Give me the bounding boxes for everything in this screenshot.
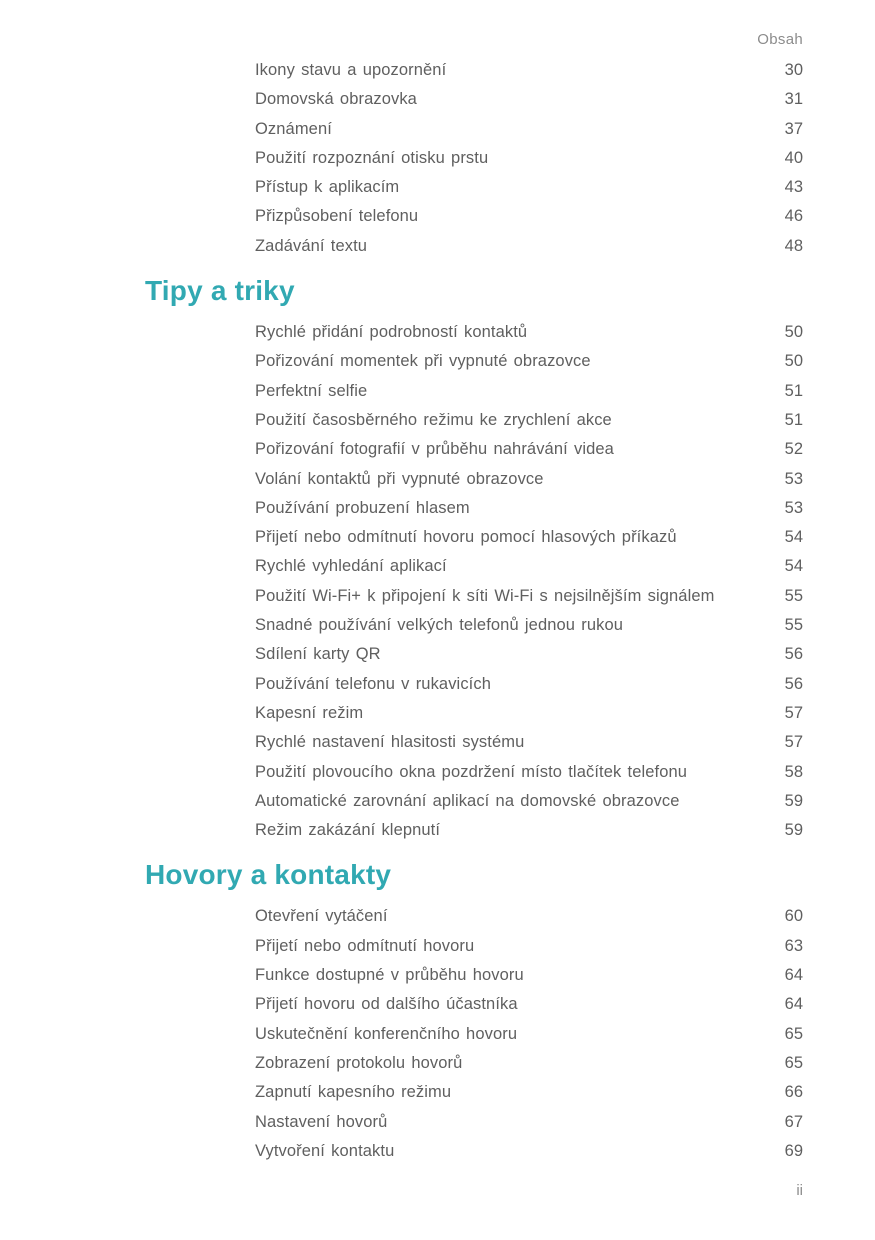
toc-entry-page: 51 <box>784 381 803 400</box>
toc-entry-title: Kapesní režim <box>255 703 364 722</box>
toc-rows <box>145 56 803 261</box>
toc-entry-title: Zapnutí kapesního režimu <box>255 1083 452 1102</box>
toc-entry-page: 46 <box>784 207 803 226</box>
toc-entry-page: 67 <box>784 1112 803 1131</box>
page-number-folio: ii <box>796 1182 803 1199</box>
toc-entry[interactable] <box>255 758 803 787</box>
toc-entry-page: 59 <box>784 821 803 840</box>
toc-entry[interactable] <box>255 173 803 202</box>
toc-entry-page: 50 <box>784 323 803 342</box>
toc-entry-page: 53 <box>784 498 803 517</box>
toc-entry[interactable] <box>255 816 803 845</box>
toc-entry[interactable] <box>255 144 803 173</box>
toc-entry[interactable] <box>255 347 803 376</box>
toc-entry-title: Přijetí nebo odmítnutí hovoru pomocí hlasových příkazů <box>255 528 677 547</box>
toc-entry-title: Používání telefonu v rukavicích <box>255 674 491 693</box>
toc-entry-page: 40 <box>784 148 803 167</box>
toc-entry-title: Vytvoření kontaktu <box>255 1141 395 1160</box>
toc-entry[interactable] <box>255 377 803 406</box>
toc-entry-page: 55 <box>784 586 803 605</box>
toc-entry-title: Nastavení hovorů <box>255 1112 388 1131</box>
toc-entry-page: 53 <box>784 469 803 488</box>
toc-entry-title: Zobrazení protokolu hovorů <box>255 1053 463 1072</box>
toc-entry-page: 56 <box>784 674 803 693</box>
toc-entry-page: 37 <box>784 119 803 138</box>
toc-entry-title: Používání probuzení hlasem <box>255 498 470 517</box>
toc-entry-page: 56 <box>784 645 803 664</box>
toc-section <box>145 56 803 261</box>
toc-entry-title: Otevření vytáčení <box>255 907 388 926</box>
toc-entry-title: Volání kontaktů při vypnuté obrazovce <box>255 469 544 488</box>
toc-entry-page: 64 <box>784 995 803 1014</box>
toc-entry-page: 55 <box>784 616 803 635</box>
toc-entry-title: Použití rozpoznání otisku prstu <box>255 148 489 167</box>
toc-entry-page: 48 <box>784 236 803 255</box>
toc-section <box>145 276 803 845</box>
toc-entry[interactable] <box>255 232 803 261</box>
toc-entry-title: Přizpůsobení telefonu <box>255 207 419 226</box>
toc-section <box>145 860 803 1166</box>
toc-entry-title: Rychlé přidání podrobností kontaktů <box>255 323 528 342</box>
toc-entry-page: 65 <box>784 1053 803 1072</box>
toc-entry-page: 31 <box>784 90 803 109</box>
toc-entry-title: Domovská obrazovka <box>255 90 417 109</box>
toc-entry-page: 58 <box>784 762 803 781</box>
toc-entry[interactable] <box>255 611 803 640</box>
toc-entry[interactable] <box>255 202 803 231</box>
toc-entry[interactable] <box>255 115 803 144</box>
toc-entry-title: Sdílení karty QR <box>255 645 381 664</box>
toc-entry[interactable] <box>255 670 803 699</box>
toc-entry-page: 63 <box>784 936 803 955</box>
toc-entry-title: Použití plovoucího okna pozdržení místo tlačítek telefonu <box>255 762 688 781</box>
toc-entry[interactable] <box>255 932 803 961</box>
toc-entry[interactable] <box>255 961 803 990</box>
toc-entry[interactable] <box>255 1137 803 1166</box>
toc-entry-page: 64 <box>784 966 803 985</box>
toc-rows <box>145 902 803 1166</box>
toc-entry[interactable] <box>255 85 803 114</box>
toc-entry[interactable] <box>255 406 803 435</box>
toc-entry[interactable] <box>255 1078 803 1107</box>
toc <box>145 56 803 1166</box>
toc-section-heading: Tipy a triky <box>145 275 295 307</box>
toc-entry-title: Uskutečnění konferenčního hovoru <box>255 1024 518 1043</box>
toc-entry[interactable] <box>255 902 803 931</box>
toc-entry[interactable] <box>255 56 803 85</box>
toc-entry-title: Perfektní selfie <box>255 381 368 400</box>
toc-entry-page: 50 <box>784 352 803 371</box>
toc-section-heading: Hovory a kontakty <box>145 859 392 891</box>
toc-entry[interactable] <box>255 523 803 552</box>
running-header: Obsah <box>757 31 803 48</box>
toc-entry-title: Pořizování momentek při vypnuté obrazovce <box>255 352 591 371</box>
toc-entry-page: 54 <box>784 557 803 576</box>
toc-entry-title: Přijetí nebo odmítnutí hovoru <box>255 936 475 955</box>
toc-entry-page: 59 <box>784 791 803 810</box>
toc-entry[interactable] <box>255 1049 803 1078</box>
toc-entry-title: Oznámení <box>255 119 332 138</box>
toc-entry-page: 51 <box>784 410 803 429</box>
toc-entry-title: Rychlé vyhledání aplikací <box>255 557 447 576</box>
toc-entry-page: 43 <box>784 178 803 197</box>
toc-entry-title: Snadné používání velkých telefonů jednou rukou <box>255 616 624 635</box>
toc-entry-title: Režim zakázání klepnutí <box>255 821 441 840</box>
toc-entry-title: Přístup k aplikacím <box>255 178 400 197</box>
toc-entry-title: Zadávání textu <box>255 236 368 255</box>
toc-entry-page: 54 <box>784 528 803 547</box>
toc-entry-title: Ikony stavu a upozornění <box>255 61 447 79</box>
toc-rows <box>145 318 803 845</box>
toc-entry-title: Použití časosběrného režimu ke zrychlení akce <box>255 410 612 429</box>
toc-entry-title: Rychlé nastavení hlasitosti systému <box>255 733 525 752</box>
toc-entry-page: 57 <box>784 733 803 752</box>
toc-entry[interactable] <box>255 318 803 347</box>
toc-entry-page: 60 <box>784 907 803 926</box>
toc-entry[interactable] <box>255 582 803 611</box>
toc-entry[interactable] <box>255 465 803 494</box>
toc-entry-title: Přijetí hovoru od dalšího účastníka <box>255 995 518 1014</box>
toc-entry-title: Automatické zarovnání aplikací na domovské obrazovce <box>255 791 680 810</box>
toc-entry-page: 69 <box>784 1141 803 1160</box>
toc-entry[interactable] <box>255 640 803 669</box>
toc-entry-page: 57 <box>784 703 803 722</box>
toc-entry[interactable] <box>255 552 803 581</box>
toc-entry-page: 30 <box>784 61 803 79</box>
toc-entry[interactable] <box>255 728 803 757</box>
toc-entry[interactable] <box>255 990 803 1019</box>
toc-entry-page: 52 <box>784 440 803 459</box>
toc-entry[interactable] <box>255 1020 803 1049</box>
toc-entry-title: Použití Wi-Fi+ k připojení k síti Wi-Fi s nejsilnějším signálem <box>255 586 715 605</box>
toc-entry[interactable] <box>255 787 803 816</box>
toc-entry-title: Pořizování fotografií v průběhu nahrávání videa <box>255 440 614 459</box>
toc-entry-page: 66 <box>784 1083 803 1102</box>
toc-entry[interactable] <box>255 435 803 464</box>
toc-entry[interactable] <box>255 699 803 728</box>
toc-entry-title: Funkce dostupné v průběhu hovoru <box>255 966 524 985</box>
toc-entry[interactable] <box>255 1108 803 1137</box>
toc-entry[interactable] <box>255 494 803 523</box>
toc-entry-page: 65 <box>784 1024 803 1043</box>
